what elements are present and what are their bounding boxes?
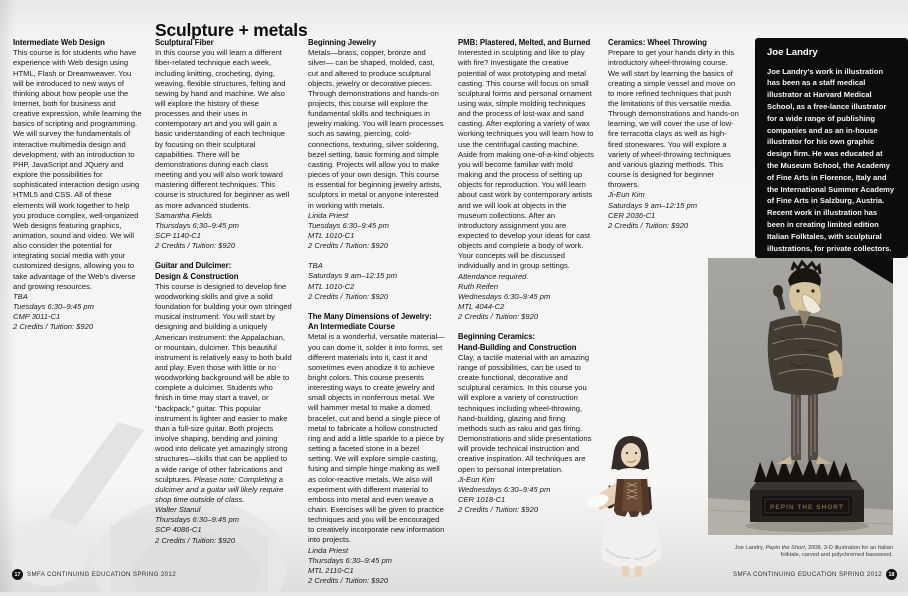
course-meta — [308, 261, 445, 302]
course-meta-line: SCP 4086-C1 — [155, 525, 202, 535]
course-title — [13, 38, 143, 48]
course-description — [458, 353, 595, 475]
course-meta — [155, 211, 292, 252]
artwork-photo — [708, 258, 893, 535]
caption-details: , 2008. 3-D illustration for an Italian folktale, carved and polychromed basswood. — [780, 544, 893, 558]
course-meta-line: MTL 1010-C2 — [308, 281, 355, 291]
course-description — [308, 48, 445, 211]
course-meta-line: 2 Credits / Tuition: $920 — [308, 576, 389, 586]
course-meta-line: MTL 1010-C1 — [308, 231, 355, 241]
course-meta — [13, 292, 143, 333]
course-title-line: Beginning Ceramics: — [458, 332, 536, 342]
footer-right — [733, 569, 897, 580]
course-block — [13, 38, 143, 333]
course-description-text: Metals—brass, copper, bronze and silver— can be shaped, molded, cast, cut and altered to produce sculptural objects, jewelry or decorative pieces. Through demonstrations and hands-on projects, this course will explore the fundamental skills and techniques in jewelry making. You will learn processes such as sawing, piercing, cold-connections, texturing, silver soldering, bezel setting, basic forming and simple casting. Projects will allow you to make pieces of your own design. This course is essential for beginning jewelry artists, sculptors in metal or anyone interested in working with metals. — [308, 48, 444, 210]
course-meta-line: 2 Credits / Tuition: $920 — [458, 312, 539, 322]
course-title-line: Hand-Building and Construction — [458, 342, 577, 352]
course-title — [155, 261, 292, 281]
course-title-line: Guitar and Dulcimer: — [155, 261, 232, 271]
caption-artist: Joe Landry, — [734, 544, 766, 551]
course-meta-line: Samantha Fields — [155, 210, 212, 220]
course-meta-line: Wednesdays 6:30–9:45 pm — [458, 484, 551, 494]
course-title — [308, 38, 445, 48]
column-2 — [155, 38, 292, 556]
course-description-text: Prepare to get your hands dirty in this introductory wheel-throwing course. We will start by learning the basics of creating a simple vessel and move on to more refined techniques that push the limitations of this versatile media. Through demonstrations and hands-on learning, we will cover the use of low-fire terracotta clays as well as high-fired stonewares. You will explore a variety of wheel-throwing techniques and various glazing methods. This course is designed for beginner throwers. — [608, 48, 739, 190]
course-meta-line: 2 Credits / Tuition: $920 — [155, 535, 236, 545]
course-meta — [458, 475, 595, 516]
course-meta-line: CER 1018-C1 — [458, 495, 506, 505]
course-meta-line: Thursdays 6:30–9:45 pm — [308, 555, 393, 565]
course-description — [458, 48, 595, 282]
course-description-text: In this course you will learn a different fiber-related technique each week, including knitting, crocheting, dying, weaving, flexible structures, felting and sewing by hand and machine. We also will explore the history of these processes and their uses in contemporary art and you will gain a basic understanding of each technique by focusing on their sculptural capabilities. There will be demonstrations during each class meeting and you will also work toward mastering different techniques. This course is structured for beginner as well as more advanced students. — [155, 48, 290, 210]
course-title-line: PMB: Plastered, Melted, and Burned — [458, 38, 591, 47]
artist-bio: Joe Landry’s work in illustration has been as a staff medical illustrator at Harvard Medical School, as a free-lance illustrator for a wide range of publishing companies and as an in-house illustrator for his own graphic design firm. He was educated at the Museum School, the Academy of Fine Arts in Florence, Italy and the International Summer Academy of Fine Arts in Salzburg, Austria. Recent work in illustration has been in creating limited edition Italian Folktales, with sculptural illustrations, for private collectors. — [767, 66, 895, 253]
page-number-right: 18 — [886, 569, 897, 580]
artist-feature-panel — [755, 38, 908, 258]
course-description-text: This course is for students who have experience with Web design using HTML, Flash or Dreamweaver. You will be introduced to new ways of thinking about how people use the Internet, both for business and creative expression, while learning the basics of scripting and programming. We will survey the fundamentals of interactive multimedia design and development, with an introduction to PHP, JavaScript and JQuery and explore the possibilities for sophisticated interaction design using HTML5 and CSS. All of these elements will work together to help you produce complex, well-organized Web designs featuring graphics, animation, sound and video. We will also consider the potential for integrating social media with your customized designs, allowing you to take advantage of the Web’s diverse and growing resources. — [13, 48, 142, 291]
course-meta-line: Linda Priest — [308, 545, 349, 555]
course-meta-line: Tuesdays 6:30–9:45 pm — [308, 220, 389, 230]
course-block — [308, 261, 445, 302]
course-title-line: Design & Construction — [155, 271, 239, 281]
course-block — [458, 38, 595, 322]
course-meta-line: 2 Credits / Tuition: $920 — [308, 241, 389, 251]
course-meta-line: Saturdays 9 am–12:15 pm — [608, 200, 698, 210]
page-number-left: 17 — [12, 569, 23, 580]
column-1 — [13, 38, 143, 343]
course-block — [155, 261, 292, 545]
course-meta-line: 2 Credits / Tuition: $920 — [13, 322, 94, 332]
course-meta — [155, 505, 292, 546]
column-5 — [608, 38, 740, 241]
course-meta-line: TBA — [308, 261, 323, 271]
course-meta — [308, 546, 445, 587]
course-title-line: Intermediate Web Design — [13, 38, 105, 47]
course-meta-line: Tuesdays 6:30–9:45 pm — [13, 302, 94, 312]
footer-text-right: SMFA CONTINUING EDUCATION SPRING 2012 — [733, 571, 882, 578]
course-meta-line: Ruth Reifen — [458, 281, 499, 291]
course-description-text: This course is designed to develop fine woodworking skills and give a solid foundation for building your own stringed musical instrument. You will start by designing and building a uniquely American instrument: the Appalachian, or mountain, dulcimer. This beautiful instrument is relatively easy to both build and play. Even those with little or no woodworking background will be able to complete a dulcimer. Students who finish in time may start a travel, or “backpack,” guitar. This popular instrument is lighter and easier to make than a full-size guitar. Both projects involve shaping, bending and joining wood into delicate yet amazingly strong structures—skills that can be applied to a wide range of other fabrications and sculptures. — [155, 281, 292, 484]
course-meta-line: CMP 3011-C1 — [13, 312, 61, 322]
course-meta — [308, 211, 445, 252]
course-title-line: Beginning Jewelry — [308, 38, 377, 47]
student-photo — [586, 431, 678, 581]
course-meta-line: Walter Stanul — [155, 505, 201, 515]
course-title-line: An Intermediate Course — [308, 322, 395, 332]
course-meta-line: Ji-Eun Kim — [458, 474, 495, 484]
course-block — [458, 332, 595, 515]
course-title — [608, 38, 740, 48]
course-description-text: Interested in sculpting and like to play with fire? Investigate the creative potential of wax prototyping and metal casting. This course will focus on small sculptural forms and personal ornament using wax, simple molding techniques and the process of lost-wax and sand casting. After exploring a variety of wax working techniques you will learn how to use the centrifugal casting machine. Aside from making one-of-a-kind objects you will become familiar with mold making and the process of setting up objects for reproduction. You will learn about cast work by contemporary artists and we will look at objects in the museum collections. After an introductory assignment you are expected to develop your ideas for cast objects and complete a body of work. Your concepts will be discussed individually and in group settings. — [458, 48, 594, 271]
page-title: Sculpture + metals — [155, 19, 308, 40]
course-meta-line: Saturdays 9 am–12:15 pm — [308, 271, 398, 281]
course-meta-line: MTL 4044-C2 — [458, 302, 505, 312]
course-description-text: Metal is a wonderful, versatile material—you can dome it, solder it into forms, set different materials into it, cast it and sometimes even anodize it to achieve bright colors. This course presents interesting ways to create jewelry and small objects in nonferrous metal. We will hammer metal to make a domed bracelet, cut and bend a single piece of metal to fabricate a hollow constructed ring and add a little sparkle to a piece by setting a faceted stone in a bezel setting. We will explore simple casting, fusing and simple hinge making as well as color-reactive metals. We also will experiment with different material to emboss into metal and even weave a chain. Exercises will be given to practice techniques and you will be encouraged to creatively incorporate new information into projects. — [308, 332, 445, 545]
caption-artwork-title: Pepin the Short — [765, 544, 805, 551]
course-block — [155, 38, 292, 251]
course-meta-line: CER 2036-C1 — [608, 210, 656, 220]
course-description — [13, 48, 143, 292]
course-note: Attendance required. — [458, 271, 529, 281]
course-note: Please note: Completing a dulcimer and a guitar will likely require shop time outside of class. — [155, 474, 284, 505]
course-meta-line: 2 Credits / Tuition: $920 — [458, 505, 539, 515]
artist-name: Joe Landry — [767, 47, 818, 58]
course-meta-line: TBA — [13, 291, 28, 301]
course-description — [155, 48, 292, 211]
course-description-text: Clay, a tactile material with an amazing range of possibilities, can be used to create functional, decorative and sculptural ceramics. In this course you will explore a variety of construction techniques including wheel-throwing, hand-building, glazing and firing methods such as raku and gas firing. Demonstrations and slide presentations will provide technical instruction and creative inspiration. All techniques are open to personal interpretation. — [458, 352, 592, 474]
course-description — [608, 48, 740, 190]
course-meta-line: Wednesdays 6:30–9:45 pm — [458, 291, 551, 301]
course-title-line: Sculptural Fiber — [155, 38, 214, 47]
course-meta-line: MTL 2110-C1 — [308, 565, 354, 575]
course-title — [458, 38, 595, 48]
course-meta — [608, 190, 740, 231]
course-meta-line: Ji-Eun Kim — [608, 190, 645, 200]
course-block — [308, 312, 445, 586]
course-block — [308, 38, 445, 251]
course-meta-line: 2 Credits / Tuition: $920 — [308, 291, 389, 301]
course-meta-line: Thursdays 6:30–9:45 pm — [155, 515, 240, 525]
footer-text-left: SMFA CONTINUING EDUCATION SPRING 2012 — [27, 571, 176, 578]
course-block — [608, 38, 740, 231]
course-meta-line: 2 Credits / Tuition: $920 — [608, 220, 689, 230]
sculpture-image — [708, 258, 893, 535]
course-description — [155, 282, 292, 505]
column-4 — [458, 38, 595, 525]
course-title — [308, 312, 445, 332]
course-title — [155, 38, 292, 48]
course-title-line: Ceramics: Wheel Throwing — [608, 38, 707, 47]
course-description — [308, 332, 445, 545]
footer-left — [12, 569, 176, 580]
course-meta-line: SCP 1140-C1 — [155, 231, 202, 241]
course-title-line: The Many Dimensions of Jewelry: — [308, 311, 432, 321]
plaque-text: PEPIN THE SHORT — [770, 504, 844, 511]
artwork-caption — [723, 545, 893, 560]
course-meta-line: 2 Credits / Tuition: $920 — [155, 241, 236, 251]
course-meta-line: Linda Priest — [308, 210, 349, 220]
column-3 — [308, 38, 445, 596]
course-title — [458, 332, 595, 352]
course-meta — [458, 282, 595, 323]
course-meta-line: Thursdays 6:30–9:45 pm — [155, 220, 240, 230]
